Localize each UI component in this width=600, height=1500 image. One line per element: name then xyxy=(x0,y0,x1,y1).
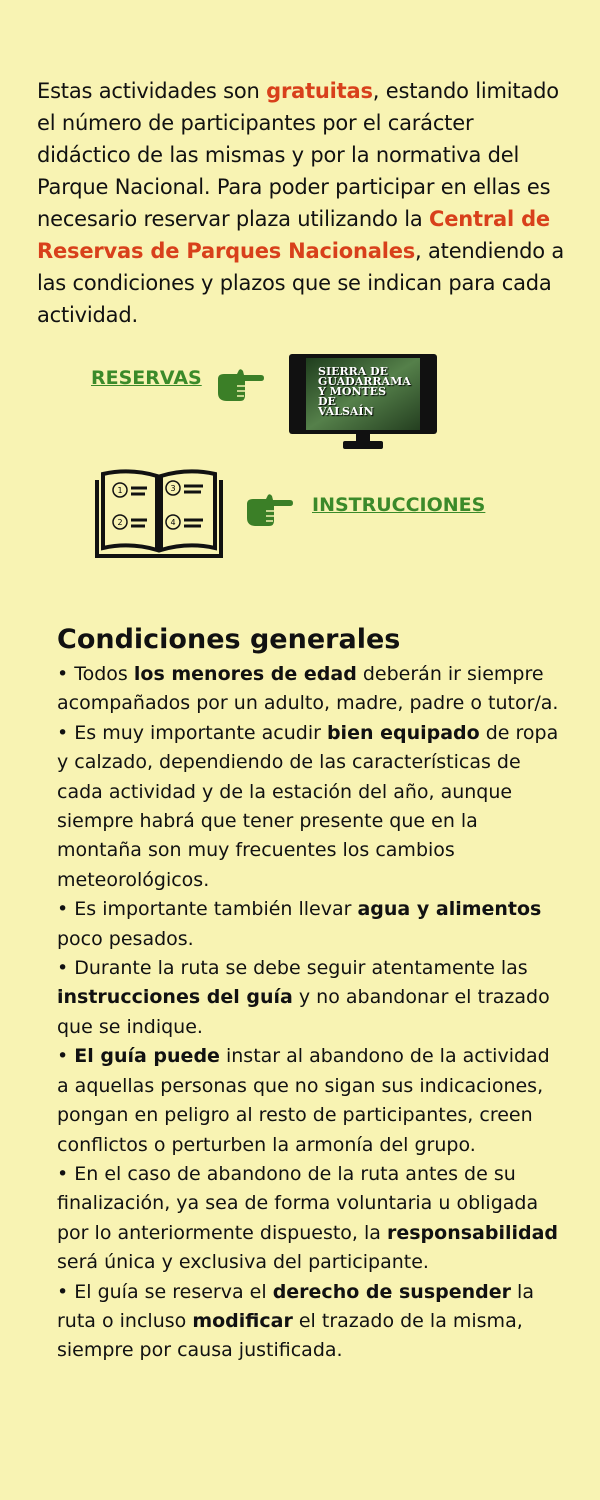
condition-item: • El guía puede instar al abandono de la actividad a aquellas personas que no sigan sus indicaciones, pongan en peligro al resto de participantes, creen conflictos o perturben la armonía del grupo. xyxy=(57,1045,550,1156)
conditions-section xyxy=(57,622,562,1366)
conditions-title: Condiciones generales xyxy=(57,624,401,655)
central-reservas-link[interactable]: Central de Reservas de Parques Nacionales xyxy=(37,207,550,263)
condition-item: • En el caso de abandono de la ruta antes de su finalización, ya sea de forma voluntaria u obligada por lo anteriormente dispuesto, la responsabilidad será única y exclusiva del participante. xyxy=(57,1162,559,1274)
instrucciones-link[interactable]: INSTRUCCIONES xyxy=(312,494,486,516)
intro-paragraph xyxy=(37,75,567,331)
book-number-1: 1 xyxy=(117,486,123,495)
open-book-icon[interactable] xyxy=(95,468,223,560)
pointing-hand-right-icon xyxy=(244,490,294,530)
condition-item: • Todos los menores de edad deberán ir siempre acompañados por un adulto, madre, padre o tutor/a. xyxy=(57,663,559,715)
intro-text-2: , estando limitado el número de participantes por el carácter didáctico de las mismas y por la normativa del Parque Nacional. Para poder participar en ellas es necesario reservar plaza utilizando la xyxy=(37,79,559,231)
book-number-3: 3 xyxy=(170,484,176,493)
intro-text-1: Estas actividades son xyxy=(37,79,267,103)
gratuitas-highlight: gratuitas xyxy=(266,79,373,103)
reservas-link[interactable]: RESERVAS xyxy=(91,367,202,389)
pointing-hand-right-icon xyxy=(215,365,265,405)
book-number-4: 4 xyxy=(170,518,176,527)
monitor-screen-text: SIERRA DE GUADARRAMA Y MONTES DE VALSAÍN xyxy=(318,365,411,418)
intro-text-3: , atendiendo a las condiciones y plazos que se indican para cada actividad. xyxy=(37,239,565,327)
condition-item: • El guía se reserva el derecho de suspender la ruta o incluso modificar el trazado de la misma, siempre por causa justificada. xyxy=(57,1280,534,1362)
condition-item: • Es muy importante acudir bien equipado de ropa y calzado, dependiendo de las características de cada actividad y de la estación del año, aunque siempre habrá que tener presente que en la montaña son muy frecuentes los cambios meteorológicos. xyxy=(57,721,559,891)
book-number-2: 2 xyxy=(117,518,123,527)
condition-item: • Es importante también llevar agua y alimentos poco pesados. xyxy=(57,898,542,950)
condition-item: • Durante la ruta se debe seguir atentamente las instrucciones del guía y no abandonar el trazado que se indique. xyxy=(57,957,550,1038)
